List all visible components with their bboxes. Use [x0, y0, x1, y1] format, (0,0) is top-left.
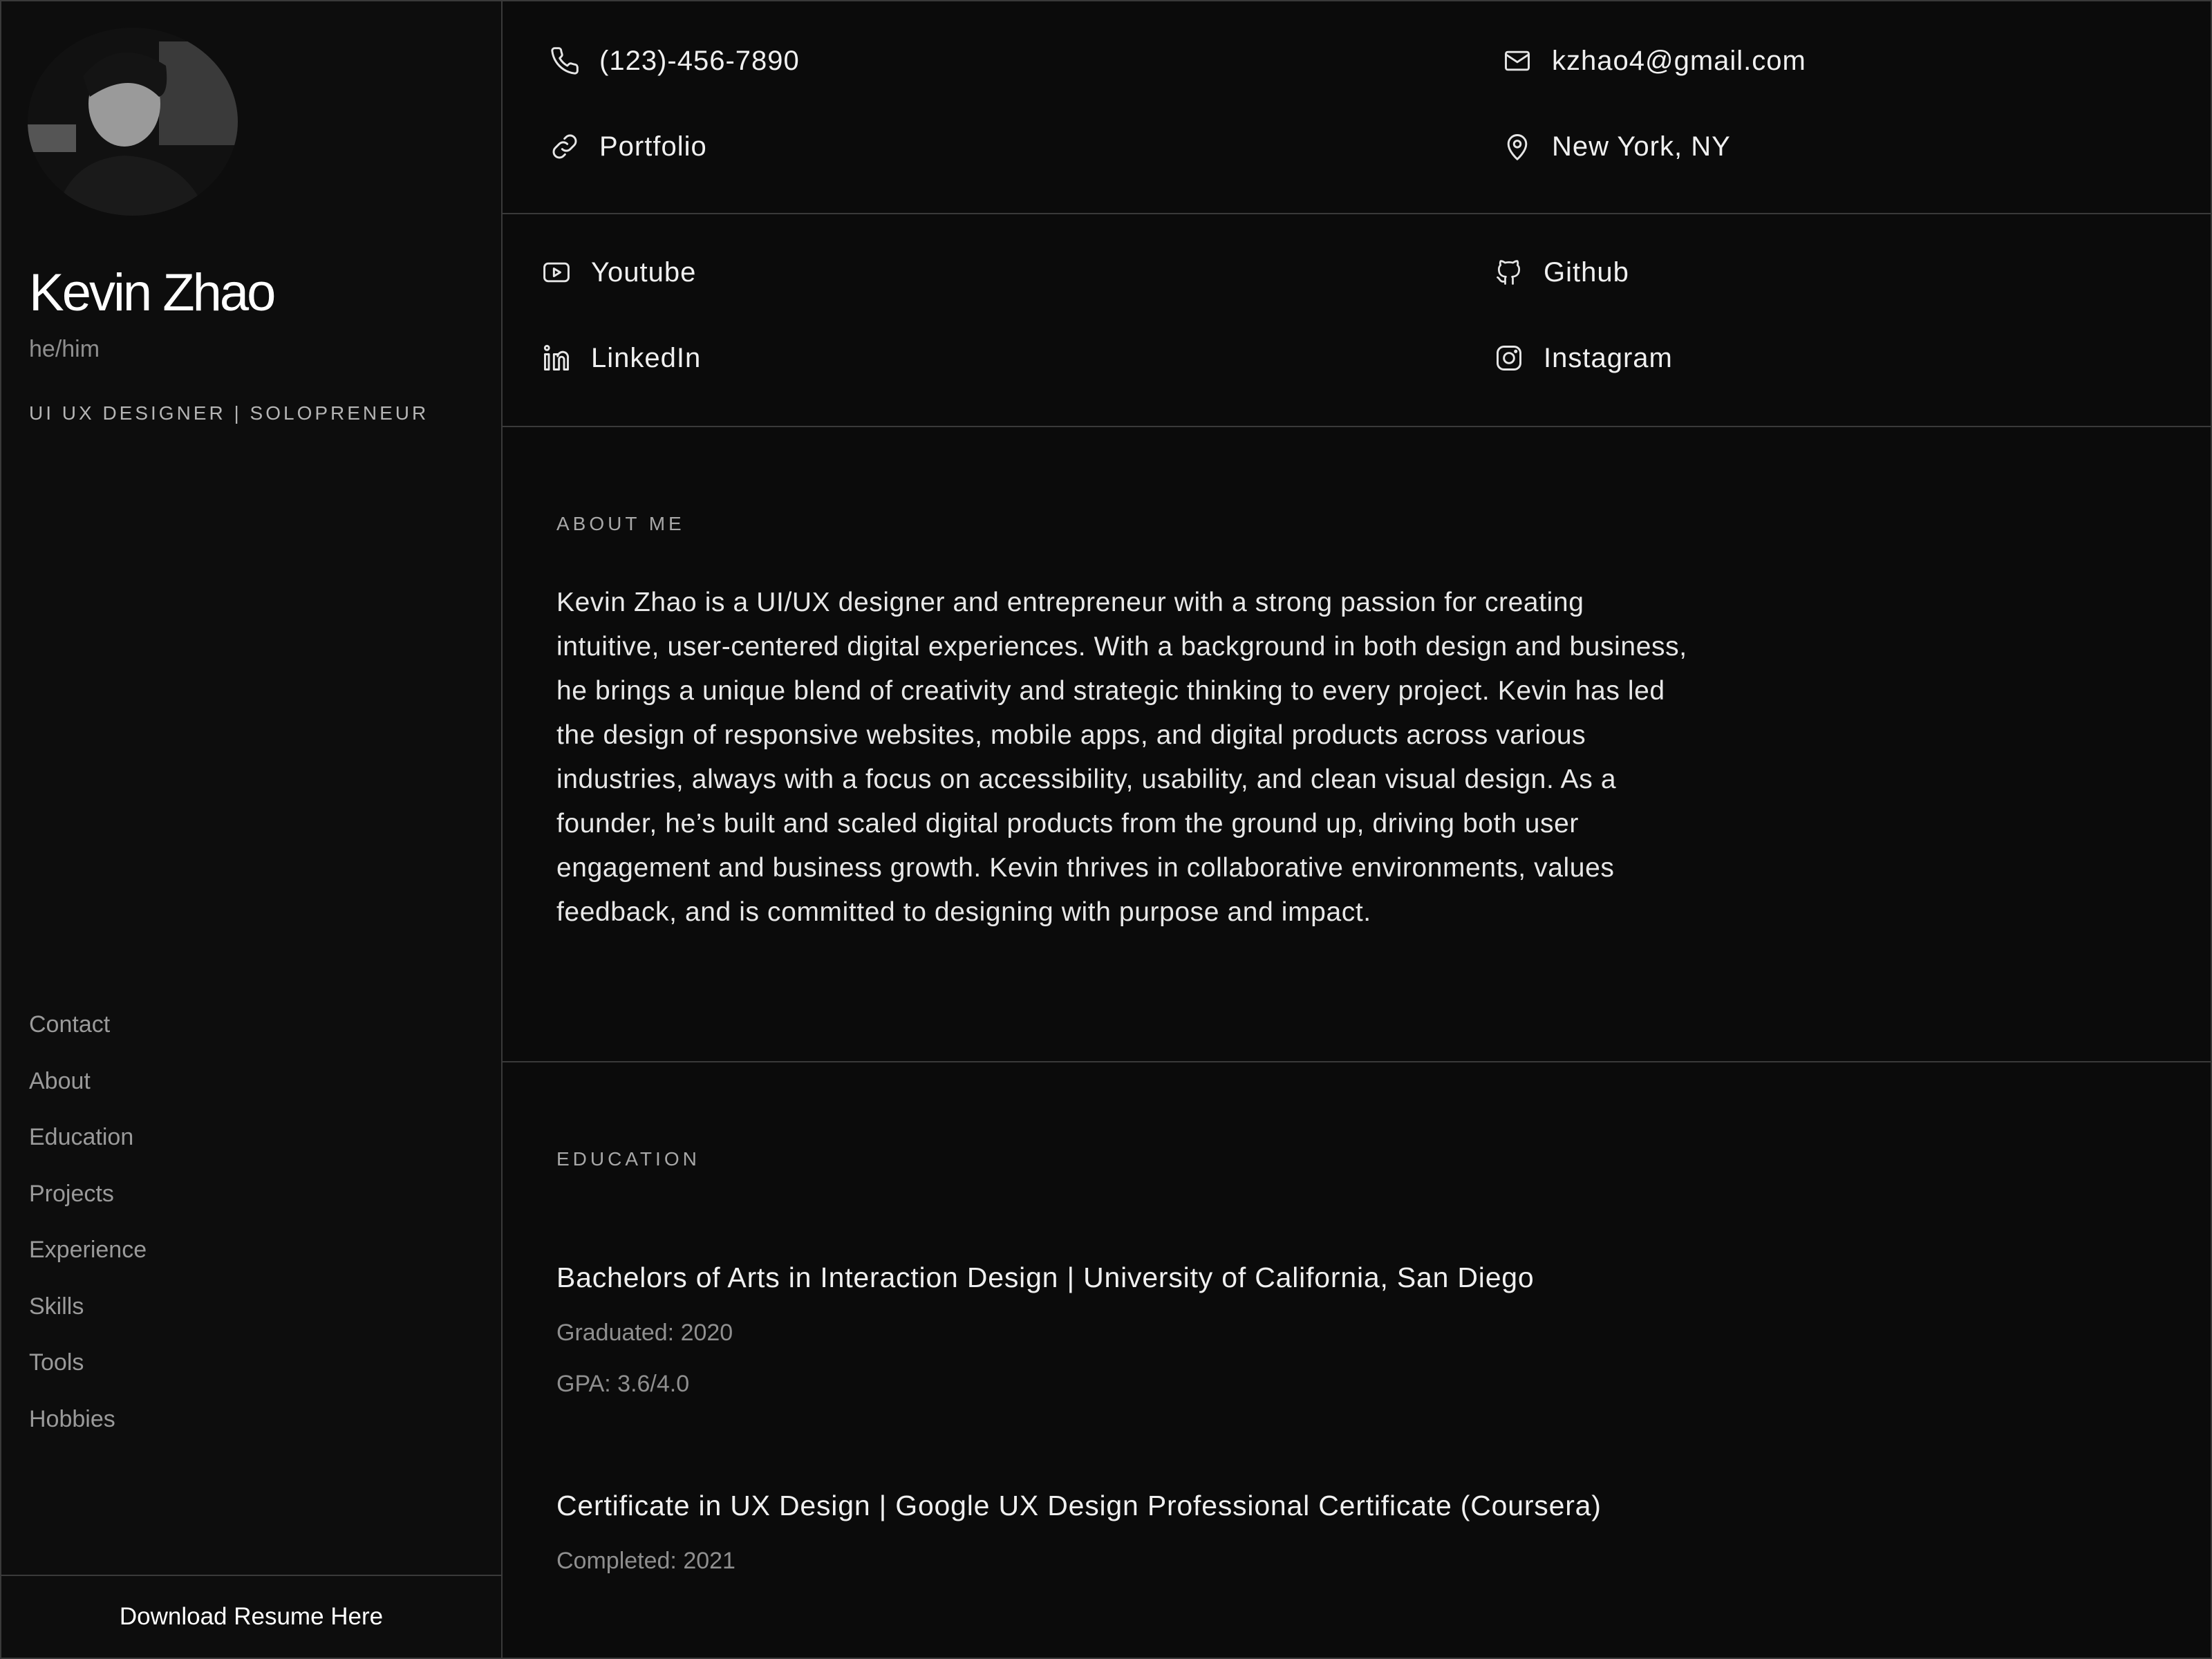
education-heading: EDUCATION — [556, 1148, 700, 1170]
portfolio-link[interactable] — [548, 130, 707, 163]
certificate-entry-title: Certificate in UX Design | Google UX Design Professional Certificate (Coursera) — [556, 1490, 1602, 1521]
about-text: Kevin Zhao is a UI/UX designer and entrepreneur with a strong passion for creating intuitive, user-centered digital experiences. With a background in both design and business, he brings a unique blend of creativity and strategic thinking to every project. Kevin has led the design of responsive websites, mobile apps, and digital products across various industries, always with a focus on accessibility, usability, and clean visual design. As a founder, he’s built and scaled digital products from the ground up, driving both user engagement and business growth. Kevin thrives in collaborative environments, values feedback, and is committed to designing with purpose and impact. — [556, 588, 1687, 927]
education-entry-gpa: GPA: 3.6/4.0 — [556, 1371, 690, 1397]
github-link[interactable] — [1492, 256, 1629, 289]
about-heading: ABOUT ME — [556, 513, 685, 534]
phone-label: (123)-456-7890 — [599, 45, 800, 76]
nav-item-contact[interactable]: Contact — [29, 1011, 111, 1038]
youtube-link[interactable] — [540, 256, 696, 289]
education-entry-title: Bachelors of Arts in Interaction Design | University of California, San Diego — [556, 1262, 1535, 1293]
education-entry-graduated: Graduated: 2020 — [556, 1320, 733, 1346]
nav-item-experience[interactable]: Experience — [29, 1237, 147, 1263]
youtube-label: Youtube — [591, 256, 697, 288]
email-contact[interactable] — [1501, 44, 1806, 77]
link-icon — [548, 130, 581, 163]
portfolio-label: Portfolio — [599, 131, 707, 162]
github-icon — [1492, 256, 1526, 289]
contact-section — [503, 1, 2211, 214]
about-section — [503, 427, 2211, 1062]
nav-item-tools[interactable]: Tools — [29, 1349, 84, 1376]
avatar — [28, 28, 238, 216]
education-section — [503, 1062, 2211, 1658]
profile-name: Kevin Zhao — [29, 263, 274, 322]
email-label: kzhao4@gmail.com — [1552, 45, 1806, 76]
phone-icon — [548, 44, 581, 77]
profile-pronouns: he/him — [29, 336, 100, 362]
profile-role: UI UX DESIGNER | SOLOPRENEUR — [29, 402, 429, 424]
linkedin-link[interactable] — [540, 341, 701, 375]
mail-icon — [1501, 44, 1534, 77]
sidebar-nav — [29, 1005, 147, 1456]
download-resume-button[interactable]: Download Resume Here — [1, 1575, 501, 1658]
location-contact — [1501, 130, 1731, 163]
nav-item-hobbies[interactable]: Hobbies — [29, 1405, 115, 1432]
youtube-icon — [540, 256, 573, 289]
location-pin-icon — [1501, 130, 1534, 163]
linkedin-icon — [540, 341, 573, 375]
linkedin-label: LinkedIn — [591, 342, 702, 373]
instagram-icon — [1492, 341, 1526, 375]
socials-section — [503, 214, 2211, 427]
nav-item-projects[interactable]: Projects — [29, 1180, 114, 1207]
profile-photo — [28, 28, 238, 216]
instagram-link[interactable] — [1492, 341, 1673, 375]
github-label: Github — [1544, 256, 1629, 288]
nav-item-education[interactable]: Education — [29, 1124, 134, 1150]
nav-item-skills[interactable]: Skills — [29, 1293, 84, 1320]
phone-contact[interactable] — [548, 44, 800, 77]
sidebar — [1, 1, 503, 1658]
certificate-entry-completed: Completed: 2021 — [556, 1548, 735, 1574]
main-content — [503, 1, 2211, 1658]
nav-item-about[interactable]: About — [29, 1067, 91, 1094]
location-label: New York, NY — [1552, 131, 1731, 162]
instagram-label: Instagram — [1544, 342, 1673, 373]
